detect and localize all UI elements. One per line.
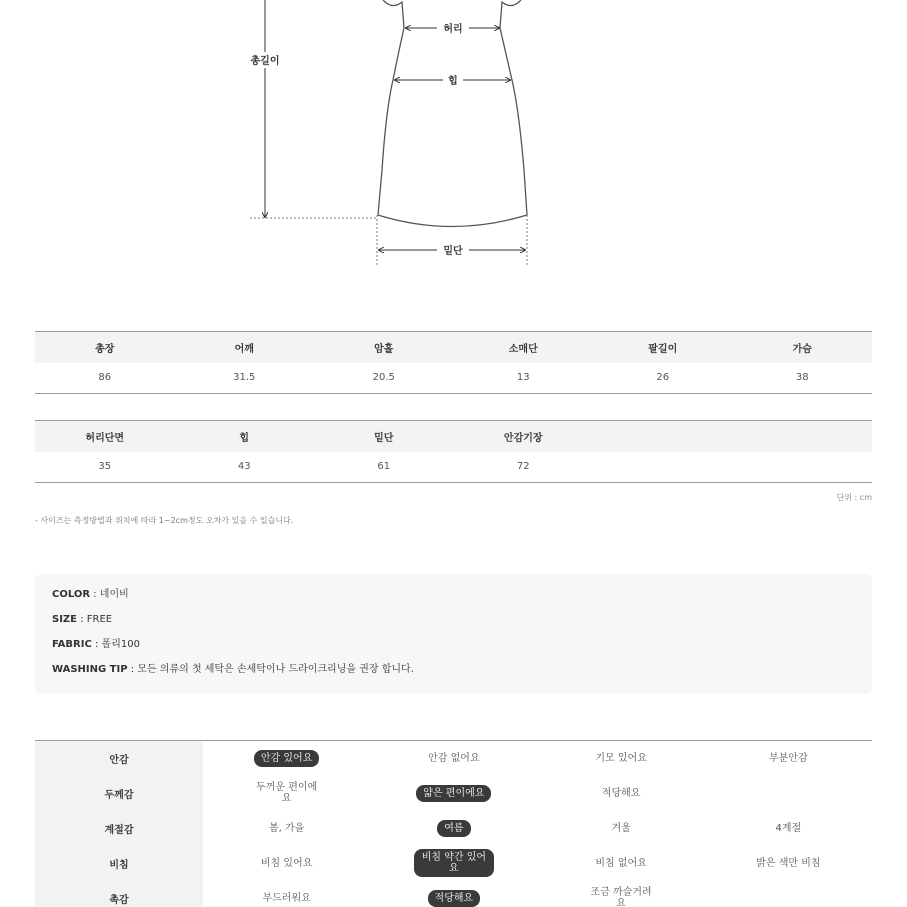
attribute-option-cell — [370, 741, 537, 776]
attribute-option: 밝은 색만 비침 — [756, 857, 821, 869]
info-value-size: FREE — [86, 614, 113, 625]
unit-label: 단위 : cm — [836, 493, 872, 502]
size-header-chest: 가슴 — [733, 332, 873, 363]
size-header-lining-length: 안감기장 — [454, 421, 594, 452]
attribute-option: 4계절 — [775, 822, 802, 834]
attribute-row — [35, 776, 872, 811]
size-table-header-row — [35, 332, 872, 363]
size-note: - 사이즈는 측정방법과 위치에 따라 1~2cm정도 오차가 있을 수 있습니다. — [35, 516, 294, 525]
size-value-arm-length: 26 — [593, 363, 733, 394]
attribute-label: 계절감 — [35, 811, 203, 846]
attribute-option-selected: 여름 — [437, 820, 470, 837]
size-value-chest: 38 — [733, 363, 873, 394]
dress-measurement-diagram — [0, 0, 907, 275]
attribute-label: 두께감 — [35, 776, 203, 811]
size-value-armhole: 20.5 — [314, 363, 454, 394]
attribute-option-selected: 비침 약간 있어요 — [414, 849, 494, 877]
info-value-fabric: 폴리100 — [101, 639, 140, 650]
attribute-table — [35, 740, 872, 907]
size-value-empty — [733, 452, 873, 483]
attribute-label: 안감 — [35, 741, 203, 776]
attribute-option: 적당해요 — [601, 787, 641, 799]
attribute-option-cell — [370, 776, 537, 811]
attribute-row — [35, 881, 872, 907]
info-row-color: COLOR : 네이비 — [52, 589, 129, 600]
size-value-empty — [593, 452, 733, 483]
waist-label: 허리 — [443, 24, 463, 35]
info-row-washing-tip: WASHING TIP : 모든 의류의 첫 세탁은 손세탁이나 드라이크리닝을 권장 합니다. — [52, 664, 414, 675]
size-value-sleeve-hem: 13 — [454, 363, 594, 394]
attribute-label: 촉감 — [35, 881, 203, 907]
attribute-option: 봄, 가을 — [268, 822, 305, 834]
attribute-option: 비침 없어요 — [595, 857, 647, 869]
attribute-option-cell — [705, 741, 872, 776]
attribute-row — [35, 811, 872, 846]
attribute-option-selected: 안감 있어요 — [254, 750, 319, 767]
size-table-2 — [35, 420, 872, 483]
info-row-size: SIZE : FREE — [52, 614, 113, 625]
size-header-waist-width: 허리단면 — [35, 421, 175, 452]
attribute-option: 부드러워요 — [262, 892, 311, 904]
attribute-row — [35, 741, 872, 776]
attribute-option-cell — [538, 811, 705, 846]
size-header-sleeve-hem: 소매단 — [454, 332, 594, 363]
attribute-option: 두꺼운 편이에요 — [256, 782, 318, 804]
size-header-arm-length: 팔길이 — [593, 332, 733, 363]
attribute-option-cell — [203, 741, 370, 776]
size-value-hip: 43 — [175, 452, 315, 483]
attribute-option-cell — [203, 846, 370, 881]
size-value-lining-length: 72 — [454, 452, 594, 483]
info-key-size: SIZE — [52, 614, 78, 625]
size-value-shoulder: 31.5 — [175, 363, 315, 394]
attribute-option-cell — [203, 881, 370, 907]
attribute-option-cell — [705, 811, 872, 846]
size-value-hem: 61 — [314, 452, 454, 483]
size-table-header-row — [35, 421, 872, 452]
total-length-label: 총길이 — [250, 56, 280, 67]
attribute-label: 비침 — [35, 846, 203, 881]
attribute-option-cell — [203, 811, 370, 846]
attribute-option-cell — [538, 846, 705, 881]
attribute-option-cell — [538, 881, 705, 907]
size-value-waist-width: 35 — [35, 452, 175, 483]
info-key-washing-tip: WASHING TIP — [52, 664, 128, 675]
attribute-option-cell — [370, 846, 537, 881]
attribute-option: 조금 까슬거려요 — [590, 887, 652, 907]
info-key-fabric: FABRIC — [52, 639, 92, 650]
size-table-value-row — [35, 363, 872, 394]
info-value-color: 네이비 — [99, 589, 129, 600]
size-header-hip: 힙 — [175, 421, 315, 452]
attribute-option-cell — [203, 776, 370, 811]
attribute-option-cell — [538, 776, 705, 811]
attribute-option-cell — [370, 881, 537, 907]
size-header-shoulder: 어깨 — [175, 332, 315, 363]
attribute-option-cell — [705, 881, 872, 907]
hip-label: 힙 — [448, 76, 458, 87]
size-header-hem: 밑단 — [314, 421, 454, 452]
attribute-option-selected: 얇은 편이에요 — [416, 785, 491, 802]
attribute-row — [35, 846, 872, 881]
info-key-color: COLOR — [52, 589, 91, 600]
attribute-option: 비침 있어요 — [260, 857, 313, 869]
attribute-option: 안감 없어요 — [428, 752, 480, 764]
attribute-option: 기모 있어요 — [595, 752, 647, 764]
size-header-empty — [733, 421, 873, 452]
attribute-option-selected: 적당해요 — [428, 890, 481, 907]
info-row-fabric: FABRIC : 폴리100 — [52, 639, 140, 650]
size-header-armhole: 암홀 — [314, 332, 454, 363]
attribute-option-cell — [370, 811, 537, 846]
info-value-washing-tip: 모든 의류의 첫 세탁은 손세탁이나 드라이크리닝을 권장 합니다. — [137, 664, 414, 675]
size-header-empty — [593, 421, 733, 452]
hem-label: 밑단 — [443, 246, 463, 257]
size-value-total-length: 86 — [35, 363, 175, 394]
attribute-option-cell — [705, 776, 872, 811]
attribute-option-cell — [538, 741, 705, 776]
size-table-1 — [35, 331, 872, 394]
size-table-value-row — [35, 452, 872, 483]
size-header-total-length: 총장 — [35, 332, 175, 363]
product-info-box — [35, 574, 872, 694]
attribute-option: 부분안감 — [769, 752, 808, 764]
attribute-option-cell — [705, 846, 872, 881]
attribute-option: 겨울 — [611, 822, 631, 834]
